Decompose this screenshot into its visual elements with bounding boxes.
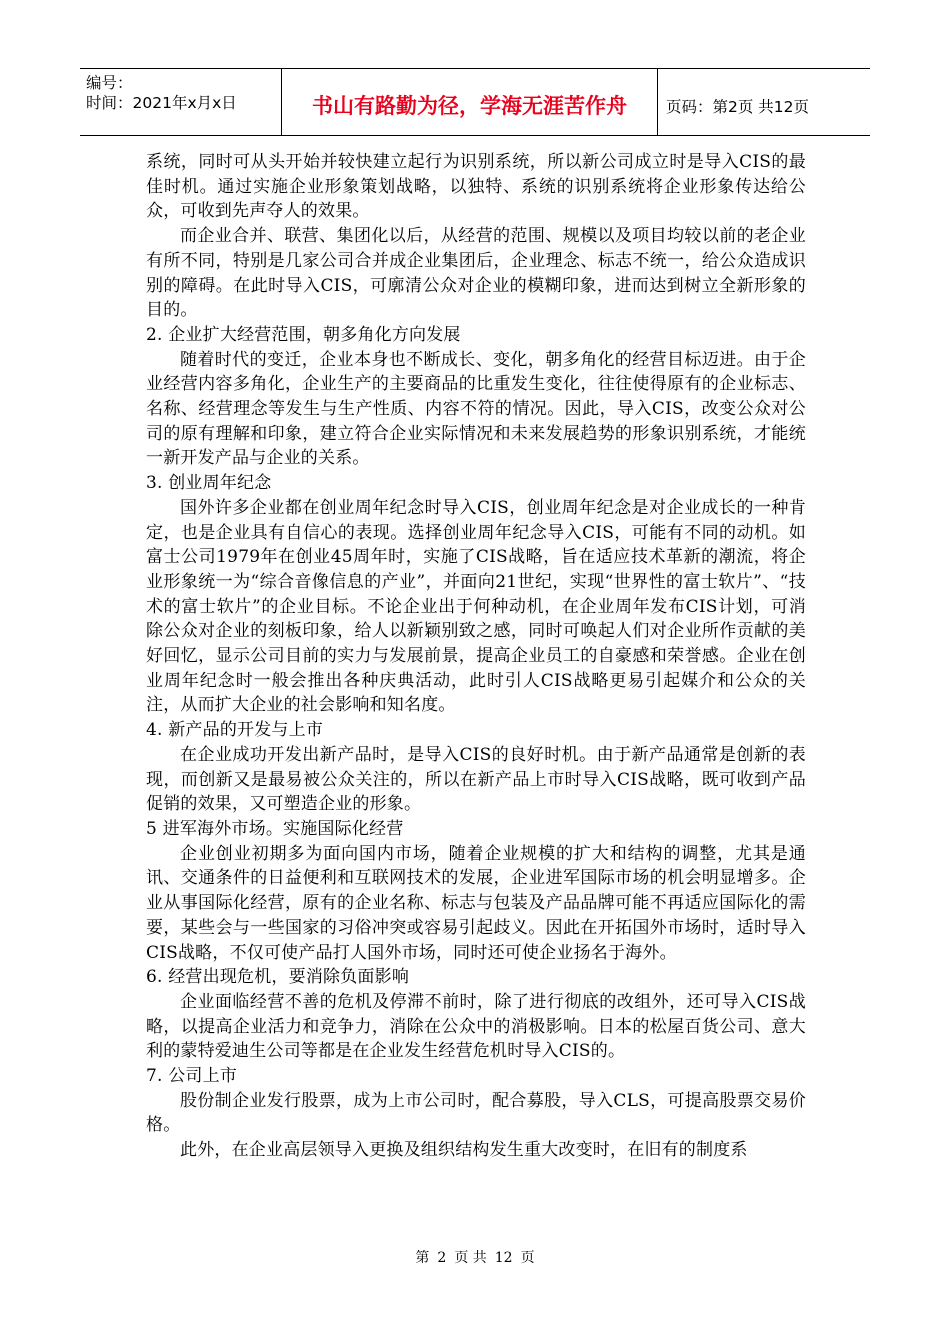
footer-suffix: 页 <box>520 1250 535 1266</box>
section-heading: 2. 企业扩大经营范围，朝多角化方向发展 <box>146 324 461 345</box>
section-heading: 5 进军海外市场。实施国际化经营 <box>146 818 404 839</box>
footer-mid: 页 共 <box>454 1250 487 1266</box>
document-time-label: 时间：2021年x月x日 <box>86 94 237 112</box>
section-heading: 4. 新产品的开发与上市 <box>146 720 324 741</box>
body-paragraph: 企业创业初期多为面向国内市场，随着企业规模的扩大和结构的调整，尤其是通讯、交通条件的日益便利和互联网技术的发展，企业进军国际市场的机会明显增多。企业从事国际化经营，原有的企业名称、标志与包装及产品品牌可能不再适应国际化的需要，某些会与一些国家的习俗冲突或容易引起歧义。因此在开拓国外市场时，适时导入CIS战略，不仅可使产品打人国外市场，同时还可使企业扬名于海外。 <box>146 843 806 963</box>
body-paragraph: 而企业合并、联营、集团化以后，从经营的范围、规模以及项目均较以前的老企业有所不同，特别是几家公司合并成企业集团后，企业理念、标志不统一，给公众造成识别的障碍。在此时导入CIS，可廓清公众对企业的模糊印象，进而达到树立全新形象的目的。 <box>146 226 806 321</box>
header-motto: 书山有路勤为径，学海无涯苦作舟 <box>282 69 658 135</box>
page-header <box>80 68 870 136</box>
page-footer <box>0 1247 950 1267</box>
body-paragraph: 在企业成功开发出新产品时，是导入CIS的良好时机。由于新产品通常是创新的表现，而创新又是最易被公众关注的，所以在新产品上市时导入CIS战略，既可收到产品促销的效果，又可塑造企业的形象。 <box>146 744 806 815</box>
footer-page-total: 12 <box>494 1250 513 1266</box>
section-heading: 7. 公司上市 <box>146 1066 238 1087</box>
document-number-label: 编号： <box>86 74 133 92</box>
footer-prefix: 第 <box>415 1250 430 1266</box>
body-paragraph: 此外，在企业高层领导入更换及组织结构发生重大改变时，在旧有的制度系 <box>180 1140 748 1161</box>
header-page-code: 页码：第2页 共12页 <box>666 98 810 116</box>
document-body <box>146 150 806 1163</box>
body-paragraph: 随着时代的变迁，企业本身也不断成长、变化，朝多角化的经营目标迈进。由于企业经营内容多角化，企业生产的主要商品的比重发生变化，往往使得原有的企业标志、名称、经营理念等发生与生产性质、内容不符的情况。因此，导入CIS，改变公众对公司的原有理解和印象，建立符合企业实际情况和未来发展趋势的形象识别系统，才能统一新开发产品与企业的关系。 <box>146 349 806 469</box>
section-heading: 3. 创业周年纪念 <box>146 473 272 494</box>
section-heading: 6. 经营出现危机，要消除负面影响 <box>146 967 410 988</box>
footer-page-number: 2 <box>437 1250 447 1266</box>
section-heading: 系统，同时可从头开始并较快建立起行为识别系统，所以新公司成立时是导入CIS的最佳时机。通过实施企业形象策划战略，以独特、系统的识别系统将企业形象传达给公众，可收到先声夺人的效果。 <box>146 152 806 222</box>
body-paragraph: 股份制企业发行股票，成为上市公司时，配合募股，导入CLS，可提高股票交易价格。 <box>146 1090 806 1136</box>
header-meta <box>80 69 282 135</box>
body-paragraph: 国外许多企业都在创业周年纪念时导入CIS，创业周年纪念是对企业成长的一种肯定，也是企业具有自信心的表现。选择创业周年纪念导入CIS，可能有不同的动机。如富士公司1979年在创业45周年时，实施了CIS战略，旨在适应技术革新的潮流，将企业形象统一为“综合音像信息的产业”，并面向21世纪，实现“世界性的富士软片”、“技术的富士软片”的企业目标。不论企业出于何种动机，在企业周年发布CIS计划，可消除公众对企业的刻板印象，给人以新颖别致之感，同时可唤起人们对企业所作贡献的美好回忆，显示公司目前的实力与发展前景，提高企业员工的自豪感和荣誉感。企业在创业周年纪念时一般会推出各种庆典活动，此时引人CIS战略更易引起媒介和公众的关注，从而扩大企业的社会影响和知名度。 <box>146 497 806 716</box>
body-paragraph: 企业面临经营不善的危机及停滞不前时，除了进行彻底的改组外，还可导入CIS战略，以提高企业活力和竞争力，消除在公众中的消极影响。日本的松屋百货公司、意大利的蒙特爱迪生公司等都是在企业发生经营危机时导入CIS的。 <box>146 991 806 1062</box>
